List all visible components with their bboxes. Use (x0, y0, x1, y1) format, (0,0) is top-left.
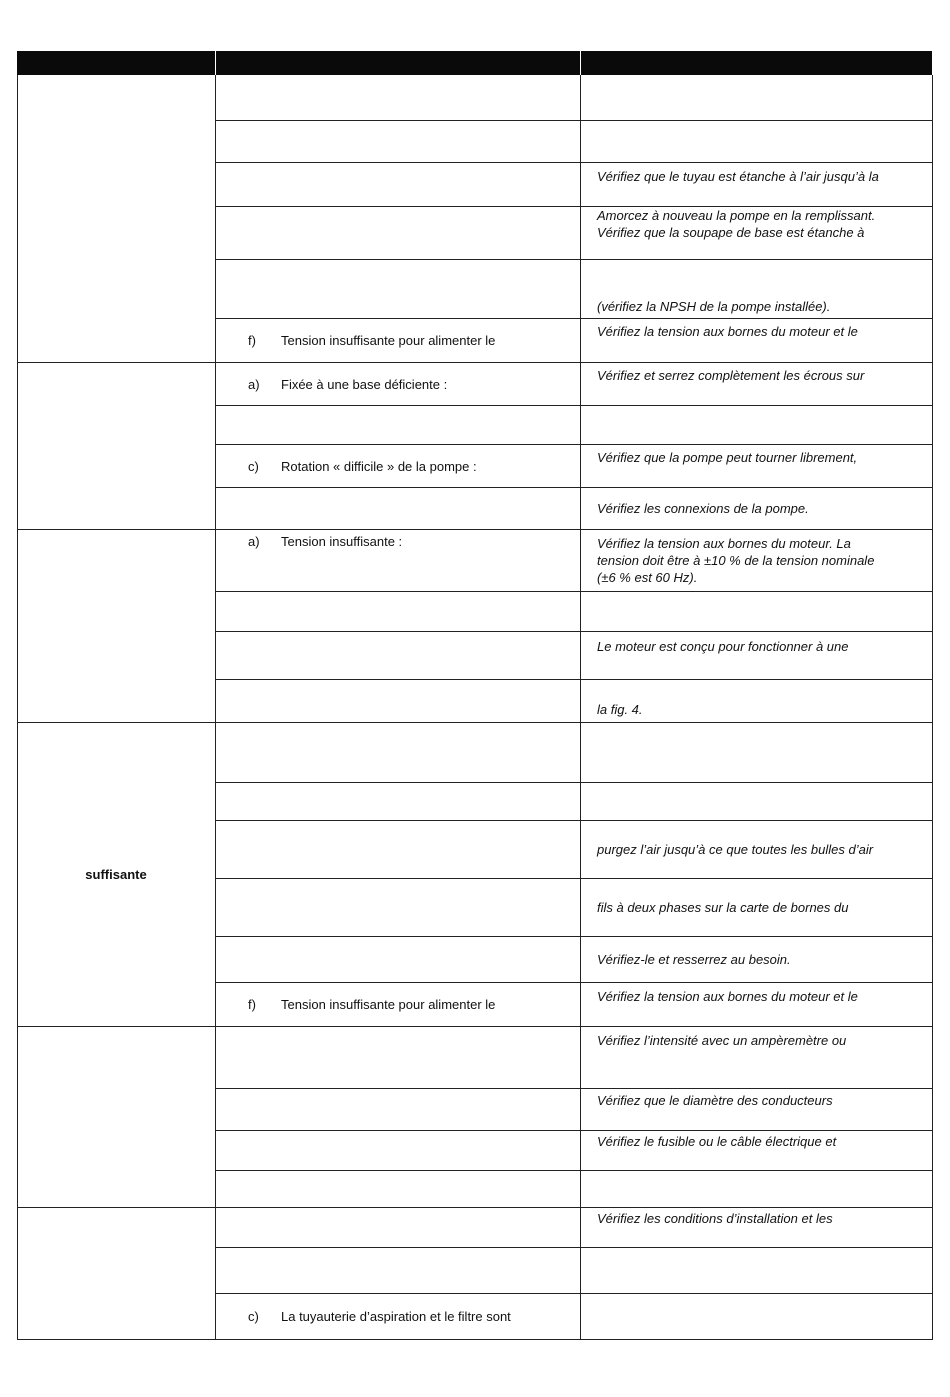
row-divider (215, 120, 933, 121)
solution-text: Vérifiez la tension aux bornes du moteur et le (597, 989, 858, 1004)
solution-text: Vérifiez les conditions d’installation et les (597, 1211, 833, 1226)
row-divider (215, 405, 933, 406)
cause-letter: c) (248, 458, 259, 474)
row-divider (215, 1088, 933, 1089)
table-header-cell (581, 51, 932, 75)
row-divider (215, 878, 933, 879)
table-column-divider (17, 75, 18, 1340)
cause-text: Tension insuffisante : (281, 534, 403, 549)
row-divider (215, 444, 933, 445)
solution-text: Vérifiez que la soupape de base est étanche à (597, 225, 865, 240)
solution-text: Vérifiez que le tuyau est étanche à l’air jusqu’à la (597, 169, 879, 184)
row-divider (215, 782, 933, 783)
row-divider (215, 318, 933, 319)
solution-text: la fig. 4. (597, 702, 643, 717)
solution-text: Vérifiez que le diamètre des conducteurs (597, 1093, 833, 1108)
cause-text: Tension insuffisante pour alimenter le (281, 997, 496, 1012)
solution-text: (±6 % est 60 Hz). (597, 570, 698, 585)
cause-letter: a) (248, 534, 260, 549)
row-divider (215, 679, 933, 680)
table-column-divider (932, 75, 933, 1340)
solution-text: Vérifiez-le et resserrez au besoin. (597, 952, 791, 967)
row-divider (215, 982, 933, 983)
cause-letter: f) (248, 333, 256, 348)
row-divider (215, 591, 933, 592)
row-divider (215, 936, 933, 937)
group-divider (17, 1339, 933, 1340)
row-divider (215, 1130, 933, 1131)
row-divider (215, 487, 933, 488)
solution-text: Vérifiez le fusible ou le câble électrique et (597, 1134, 837, 1149)
solution-text: Vérifiez les connexions de la pompe. (597, 501, 809, 516)
group-divider (17, 1207, 933, 1208)
solution-text: Vérifiez l’intensité avec un ampèremètre ou (597, 1033, 847, 1048)
solution-text: Vérifiez et serrez complètement les écrous sur (597, 368, 865, 383)
row-divider (215, 1293, 933, 1294)
group-divider (17, 362, 933, 363)
cause-text: Rotation « difficile » de la pompe : (281, 458, 477, 474)
group-divider (17, 529, 933, 530)
table-header-cell (17, 51, 215, 75)
row-divider (215, 259, 933, 260)
row-divider (215, 820, 933, 821)
cause-text: Tension insuffisante pour alimenter le (281, 333, 496, 348)
solution-text: Vérifiez la tension aux bornes du moteur et le (597, 324, 858, 339)
solution-text: fils à deux phases sur la carte de bornes du (597, 900, 849, 915)
solution-text: purgez l’air jusqu’à ce que toutes les bulles d’air (597, 842, 874, 857)
row-divider (215, 631, 933, 632)
solution-text: (vérifiez la NPSH de la pompe installée). (597, 299, 831, 314)
solution-text: tension doit être à ±10 % de la tension nominale (597, 553, 875, 568)
cause-letter: a) (248, 376, 260, 392)
cause-letter: f) (248, 997, 256, 1012)
table-column-divider (215, 75, 216, 1340)
cause-text: La tuyauterie d’aspiration et le filtre sont (281, 1309, 511, 1324)
table-header-cell (216, 51, 580, 75)
solution-text: Vérifiez la tension aux bornes du moteur. La (597, 536, 851, 551)
solution-text: Le moteur est conçu pour fonctionner à une (597, 639, 849, 654)
row-divider (215, 1170, 933, 1171)
group-divider (17, 1026, 933, 1027)
problem-label: suffisante (85, 867, 147, 882)
cause-letter: c) (248, 1309, 259, 1324)
solution-text: Vérifiez que la pompe peut tourner librement, (597, 450, 858, 465)
group-divider (17, 722, 933, 723)
table-column-divider (580, 75, 581, 1340)
row-divider (215, 1247, 933, 1248)
cause-text: Fixée à une base déficiente : (281, 376, 448, 392)
solution-text: Amorcez à nouveau la pompe en la remplissant. (597, 208, 876, 223)
row-divider (215, 162, 933, 163)
